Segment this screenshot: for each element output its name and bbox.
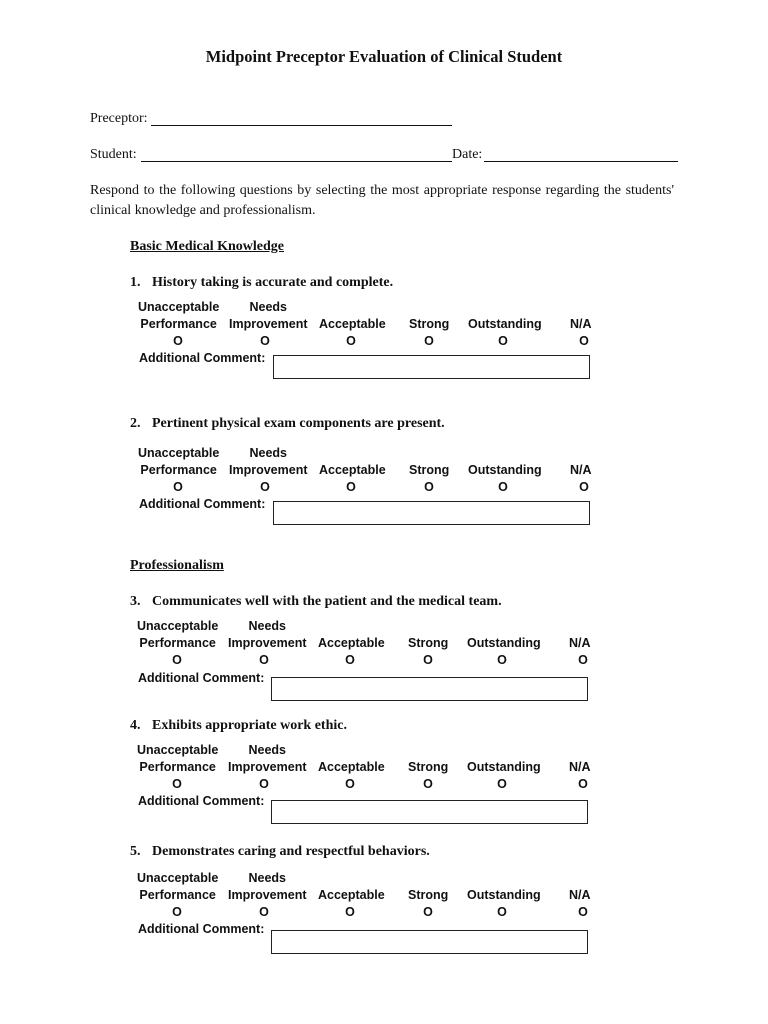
- option-na: N/A: [569, 760, 591, 774]
- comment-label: Additional Comment:: [139, 497, 266, 511]
- radio-na[interactable]: O: [578, 777, 588, 791]
- option-needs-improvement: Needs Improvement: [229, 300, 308, 331]
- radio-outstanding[interactable]: O: [497, 777, 507, 791]
- option-strong: Strong: [408, 636, 449, 650]
- radio-needs-improvement[interactable]: O: [259, 905, 269, 919]
- date-field[interactable]: [484, 147, 678, 162]
- question-text: Pertinent physical exam components are present.: [152, 416, 445, 431]
- option-unacceptable-performance: Unacceptable Performance: [137, 743, 219, 774]
- comment-input[interactable]: [273, 501, 590, 525]
- radio-needs-improvement[interactable]: O: [260, 334, 270, 348]
- option-unacceptable-performance: Unacceptable Performance: [137, 871, 219, 902]
- preceptor-field[interactable]: [151, 111, 452, 126]
- comment-input[interactable]: [271, 800, 588, 824]
- question-5: [130, 844, 430, 860]
- option-strong: Strong: [408, 888, 449, 902]
- rating-block-3: [0, 618, 768, 708]
- radio-outstanding[interactable]: O: [498, 480, 508, 494]
- option-needs-improvement: Needs Improvement: [228, 871, 307, 902]
- radio-outstanding[interactable]: O: [497, 905, 507, 919]
- question-number: 4.: [130, 718, 141, 733]
- radio-strong[interactable]: O: [423, 905, 433, 919]
- radio-acceptable[interactable]: O: [346, 480, 356, 494]
- radio-na[interactable]: O: [578, 905, 588, 919]
- radio-outstanding[interactable]: O: [497, 653, 507, 667]
- date-label: Date:: [452, 147, 483, 162]
- radio-na[interactable]: O: [579, 480, 589, 494]
- option-acceptable: Acceptable: [318, 760, 385, 774]
- radio-needs-improvement[interactable]: O: [259, 777, 269, 791]
- option-outstanding: Outstanding: [467, 636, 541, 650]
- radio-strong[interactable]: O: [423, 653, 433, 667]
- radio-unacceptable[interactable]: O: [172, 653, 182, 667]
- question-4: [130, 718, 347, 734]
- student-field[interactable]: [141, 147, 452, 162]
- radio-acceptable[interactable]: O: [345, 777, 355, 791]
- comment-label: Additional Comment:: [138, 794, 265, 808]
- comment-label: Additional Comment:: [138, 922, 265, 936]
- page-title: Midpoint Preceptor Evaluation of Clinical Student: [205, 47, 563, 66]
- instructions: Respond to the following questions by selecting the most appropriate response regarding the students' clinical knowledge and professionalism.: [90, 183, 674, 218]
- radio-acceptable[interactable]: O: [346, 334, 356, 348]
- option-outstanding: Outstanding: [468, 463, 542, 477]
- option-strong: Strong: [408, 760, 449, 774]
- option-outstanding: Outstanding: [468, 317, 542, 331]
- radio-needs-improvement[interactable]: O: [260, 480, 270, 494]
- question-text: History taking is accurate and complete.: [152, 275, 394, 290]
- option-outstanding: Outstanding: [467, 760, 541, 774]
- option-needs-improvement: Needs Improvement: [228, 619, 307, 650]
- option-needs-improvement: Needs Improvement: [228, 743, 307, 774]
- option-na: N/A: [569, 636, 591, 650]
- option-acceptable: Acceptable: [318, 636, 385, 650]
- radio-unacceptable[interactable]: O: [173, 334, 183, 348]
- question-number: 5.: [130, 844, 141, 859]
- question-number: 2.: [130, 416, 141, 431]
- comment-input[interactable]: [271, 930, 588, 954]
- student-label: Student:: [90, 147, 137, 162]
- option-na: N/A: [570, 463, 592, 477]
- comment-input[interactable]: [273, 355, 590, 379]
- radio-strong[interactable]: O: [423, 777, 433, 791]
- radio-na[interactable]: O: [579, 334, 589, 348]
- radio-acceptable[interactable]: O: [345, 905, 355, 919]
- option-outstanding: Outstanding: [467, 888, 541, 902]
- radio-needs-improvement[interactable]: O: [259, 653, 269, 667]
- rating-block-2: [0, 445, 768, 535]
- radio-unacceptable[interactable]: O: [173, 480, 183, 494]
- radio-strong[interactable]: O: [424, 480, 434, 494]
- comment-label: Additional Comment:: [139, 351, 266, 365]
- comment-input[interactable]: [271, 677, 588, 701]
- question-3: [130, 594, 502, 610]
- radio-strong[interactable]: O: [424, 334, 434, 348]
- option-unacceptable-performance: Unacceptable Performance: [138, 446, 220, 477]
- option-needs-improvement: Needs Improvement: [229, 446, 308, 477]
- question-text: Demonstrates caring and respectful behaviors.: [152, 844, 430, 859]
- radio-acceptable[interactable]: O: [345, 653, 355, 667]
- section-title-professionalism: Professionalism: [130, 558, 224, 573]
- rating-block-5: [0, 870, 768, 960]
- comment-label: Additional Comment:: [138, 671, 265, 685]
- question-2: [130, 416, 445, 432]
- option-acceptable: Acceptable: [318, 888, 385, 902]
- question-number: 1.: [130, 275, 141, 290]
- radio-unacceptable[interactable]: O: [172, 905, 182, 919]
- option-na: N/A: [569, 888, 591, 902]
- radio-na[interactable]: O: [578, 653, 588, 667]
- radio-unacceptable[interactable]: O: [172, 777, 182, 791]
- option-acceptable: Acceptable: [319, 463, 386, 477]
- option-strong: Strong: [409, 317, 450, 331]
- question-1: [130, 275, 393, 291]
- question-text: Exhibits appropriate work ethic.: [152, 718, 347, 733]
- option-na: N/A: [570, 317, 592, 331]
- section-title-basic-medical-knowledge: Basic Medical Knowledge: [130, 239, 284, 254]
- option-strong: Strong: [409, 463, 450, 477]
- rating-block-4: [0, 742, 768, 832]
- radio-outstanding[interactable]: O: [498, 334, 508, 348]
- option-acceptable: Acceptable: [319, 317, 386, 331]
- preceptor-label: Preceptor:: [90, 111, 148, 126]
- question-text: Communicates well with the patient and the medical team.: [152, 594, 502, 609]
- rating-block-1: [0, 299, 768, 389]
- question-number: 3.: [130, 594, 141, 609]
- option-unacceptable-performance: Unacceptable Performance: [138, 300, 220, 331]
- option-unacceptable-performance: Unacceptable Performance: [137, 619, 219, 650]
